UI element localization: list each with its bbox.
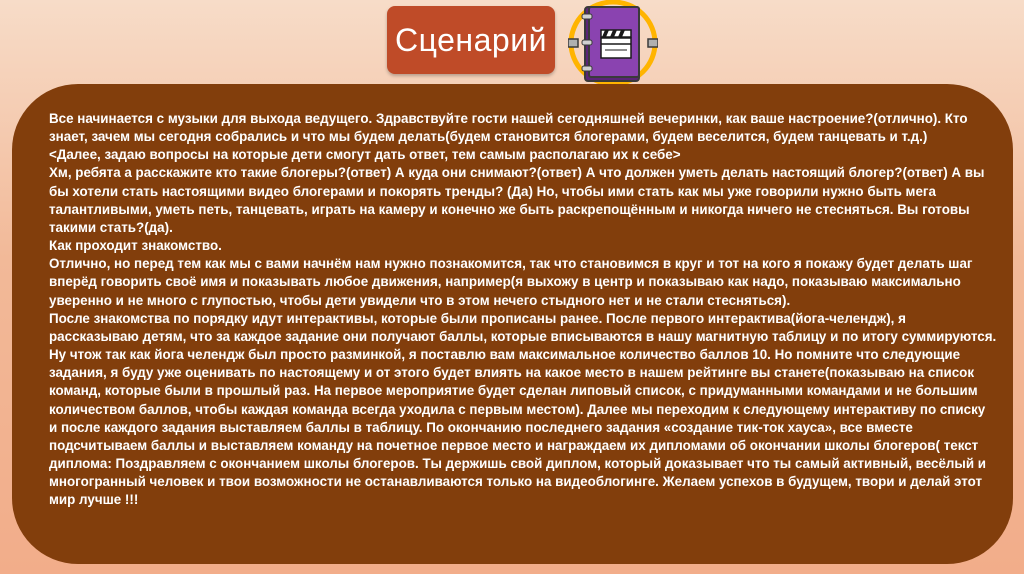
text-line: многогранный человек и твои возможности не останавливаются только на видеоблогинге. Желаем успехов в будущем, твори и делай этот [49, 474, 983, 490]
text-line: Хм, ребята а расскажите кто такие блогеры?(ответ) А куда они снимают?(ответ) А что должен уметь делать настоящий блогер?(ответ) А вы [49, 165, 985, 181]
text-line: мир лучше !!! [49, 492, 139, 508]
text-line: талантливыми, уметь петь, танцевать, играть на камеру и конечно же быть раскрепощённым и никогда ничего не стесняться. Вы готовы [49, 201, 970, 217]
text-line: После знакомства по порядку идут интерактивы, которые были прописаны ранее. После первого интерактива(йога-челендж), я [49, 310, 906, 326]
text-line: количеством баллов, чтобы каждая команда всегда уходила с первым местом). Далее мы переходим к следующему интерактиву по списку [49, 401, 986, 417]
icon-clapper-body [601, 38, 631, 58]
icon-clamp-left [568, 39, 578, 47]
clapperboard-book-icon [568, 0, 658, 86]
text-line: подсчитываем баллы и выставляем команду на почетное первое место и награждаем их дипломами об окончании школы блогеров( текст [49, 437, 979, 453]
slide-title: Сценарий [395, 21, 547, 58]
title-box [387, 6, 555, 74]
script-text [49, 110, 997, 509]
text-line: вперёд говорить своё имя и показывать любое движения, например(я выхожу в центр и показываю как надо, показываю максимально [49, 274, 961, 290]
text-line: команд, которые были в прошлый раз. На первое мероприятие будет сделан липовый список, с придуманными командами и не большим [49, 383, 978, 399]
text-line: диплома: Поздравляем с окончанием школы блогеров. Ты держишь свой диплом, который доказывает что ты самый активный, весёлый и [49, 455, 987, 471]
text-line: <Далее, задаю вопросы на которые дети смогут дать ответ, тем самым располагаю их к себе> [49, 147, 681, 163]
script-panel [12, 84, 1013, 564]
text-line: бы хотели стать настоящими видео блогерами и покорять тренды? (Да) Но, чтобы ими стать как мы уже говорили нужно быть мега [49, 183, 936, 199]
text-line: Как проходит знакомство. [49, 238, 222, 254]
text-line: уверенно и не много с глупостью, чтобы дети увидели что в этом нечего стыдного нет и не стали стесняться). [49, 292, 791, 308]
text-line: задания, я буду уже оценивать по настоящему и от этого будет влиять на какое место в нашем рейтинге вы станете(показываю на список [49, 365, 975, 381]
text-line: такими стать?(да). [49, 219, 173, 235]
text-line: и после каждого задания выставляем баллы в таблицу. По окончанию последнего задания «создание тик-ток хауса», все вместе [49, 419, 913, 435]
text-line: рассказываю детям, что за каждое задание они получают баллы, которые вписываются в нашу магнитную таблицу и по итогу суммируются. [49, 328, 997, 344]
text-line: знает, зачем мы сегодня собрались и что мы будем делать(будем становится блогерами, будем веселится, будем танцевать и т.д.) [49, 129, 928, 145]
icon-binding-1 [582, 14, 592, 19]
icon-binding-2 [582, 40, 592, 45]
text-line: Ну чтож так как йога челендж был просто разминкой, я поставлю вам максимальное количество баллов 10. Но помните что следующие [49, 347, 961, 363]
text-line: Отлично, но перед тем как мы с вами начнём нам нужно познакомится, так что становимся в круг и тот на кого я покажу будет делать шаг [49, 256, 973, 272]
icon-binding-3 [582, 66, 592, 71]
icon-clamp-right [648, 39, 658, 47]
text-line: Все начинается с музыки для выхода ведущего. Здравствуйте гости нашей сегодняшней вечеринки, как ваше настроение?(отлично). Кто [49, 111, 968, 126]
